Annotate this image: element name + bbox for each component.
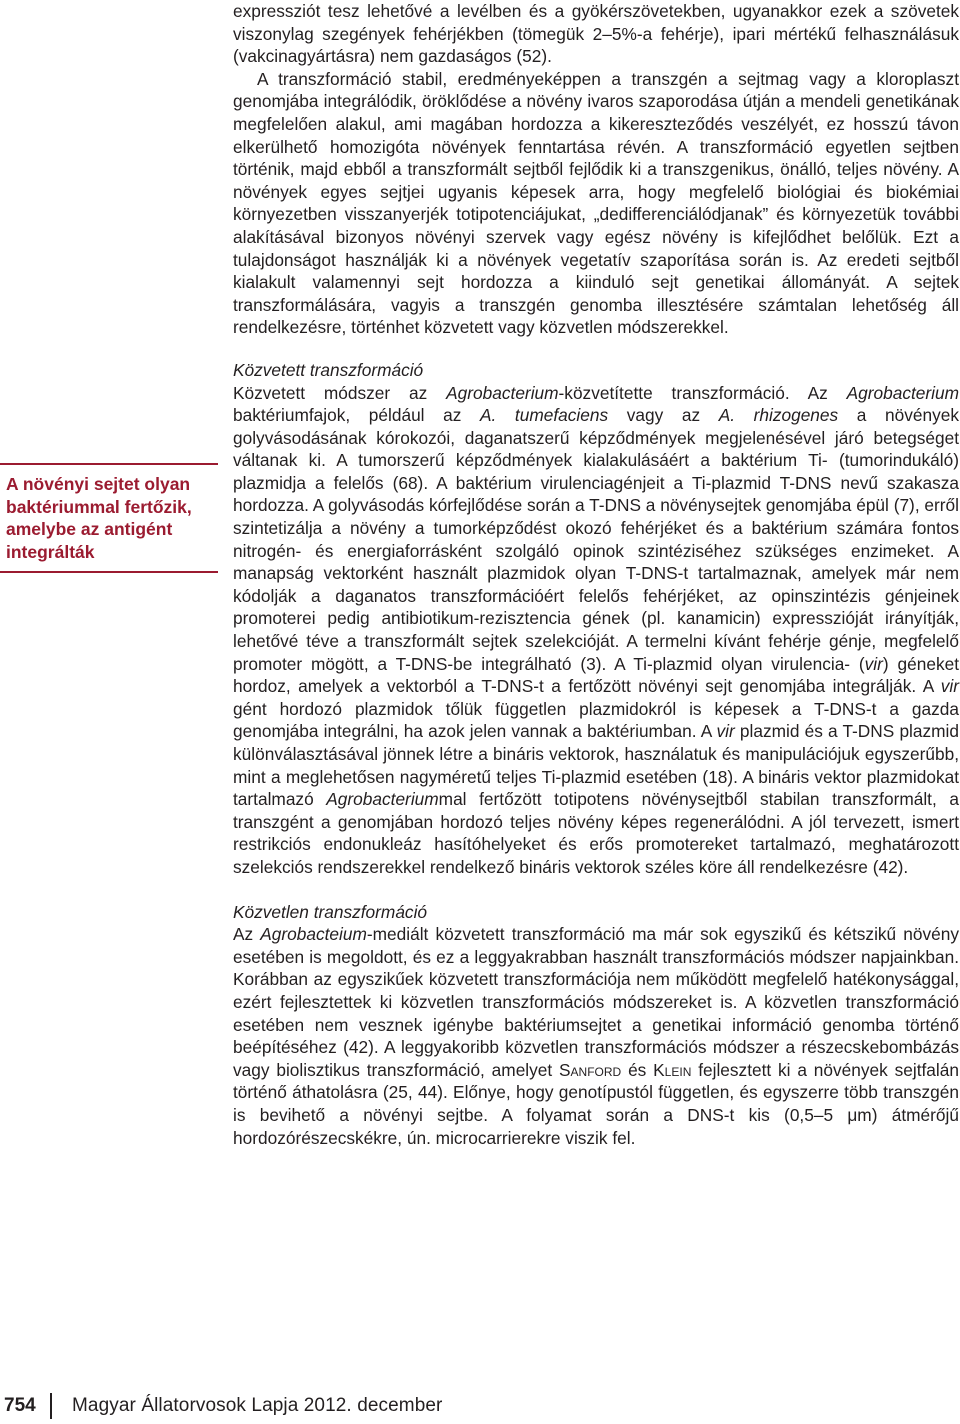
text-run: gént hordozó plazmidok tőlük független plazmidokról is képesek a T-DNS-t a gazda genomjába integrálni, ha azok jelen vannak a baktériumban. A	[233, 698, 959, 742]
text-run: -közvetítette transzformáció. Az	[558, 382, 847, 403]
section-heading-direct: Közvetlen transzformáció	[233, 901, 428, 922]
text-run: fejlesztett ki a növények sejtfalán történő áthatolásra (25, 44). Előnye, hogy genotípustól független, és egyszerre több transzgén is bevihető a növényi sejtbe. A folyamat során a DNS-t kis (0,5–5 μm) átmérőjű hordozórészecskékre, ún. microcarrierekre viszik fel.	[233, 1059, 959, 1148]
sidebar-callout	[0, 463, 218, 573]
journal-title: Magyar Állatorvosok Lapja 2012. december	[72, 1395, 443, 1416]
paragraph-intro-continued: expressziót tesz lehetővé a levélben és a gyökérszövetekben, ugyanakkor ezek a szövetek viszonylag szegények fehérjékben (tömegük 2–5%-a fehérje), ipari mértékű felhasználásuk (vakcinagyártásra) nem gazdaságos (52).	[233, 1, 959, 67]
text-run: baktériumfajok, például az	[233, 405, 480, 426]
section-heading-indirect: Közvetett transzformáció	[233, 359, 424, 380]
footer-divider	[50, 1393, 52, 1419]
text-run: -mediált közvetett transzformáció ma már sok egyszikű és kétszikű növény esetében is megoldott, és ez a leggyakrabban használt transzformációs módszer napjainkban. Korábban az egyszikűek közvetett transzformációja nem működött megfelelő hatékonysággal, ezért fejlesztettek ki közvetlen transzformációs módszereket is. A közvetlen transzformáció esetében nem vesznek igénybe baktériumsejtet a genetikai információ genomba történő beépítéséhez (42). A leggyakoribb közvetlen transzformációs módszer a részecskebombázás vagy biolisztikus transzformáció, amelyet	[233, 924, 959, 1080]
text-run: ) géneket hordoz, amelyek a vektorból a T-DNS-t a fertőzött növényi sejt genomjába integrálják. A	[233, 653, 959, 697]
paragraph-indirect-transformation	[233, 382, 959, 879]
author-name: Sanford	[559, 1059, 622, 1080]
author-name: Klein	[653, 1059, 692, 1080]
italic-term: Agrobacterium	[446, 382, 559, 403]
callout-bottom-rule	[0, 571, 218, 573]
italic-term: vir	[716, 721, 735, 742]
paragraph-direct-transformation	[233, 923, 959, 1149]
italic-term: Agrobacteium	[260, 924, 367, 945]
text-run: vagy az	[608, 405, 719, 426]
page-number: 754	[4, 1395, 36, 1416]
italic-term: Agrobacterium	[846, 382, 959, 403]
italic-term: vir	[864, 653, 883, 674]
text-run: a növények golyvásodásának kórokozói, daganatszerű képződmények megjelenésével járó betegséget váltanak ki. A tumorszerű képződmények kialakulásáért a baktérium Ti- (tumorindukáló) plazmidja a felelős (68). A baktérium virulenciagénjeit a Ti-plazmid T-DNS nevű szakasza hordozza. A golyvásodás kórfejlődése során a T-DNS a növénysejtek genomjába épül (7), erről szintetizálja a növény a tumorképződést okozó fehérjéket és a baktérium számára fontos nitrogén- és energiaforrásként szolgáló opinok szintéziséhez szükséges enzimeket. A manapság vektorként használt plazmidok olyan T-DNS-t tartalmaznak, amelyek már nem kódolják a daganatos transzformációért felelős fehérjéket, az opinszintézis génjeinek promoterei pedig antibiotikum-rezisztencia gének (pl. kanamicin) expresszióját irányítják, lehetővé téve a transzformált sejtek szelekcióját. A termelni kívánt fehérje génje, megfelelő promoter mögött, a T-DNS-be integrálható (3). A Ti-plazmid olyan virulencia- (	[233, 405, 959, 674]
section-indirect-transformation	[233, 359, 959, 879]
italic-term: Agrobacterium	[326, 789, 439, 810]
text-run: plazmid és a T-DNS plazmid különválasztásával jönnek létre a bináris vektorok, használatuk és manipulációjuk egyszerűbb, mint a meglehetősen nagyméretű teljes Ti-plazmid esetében (18). A bináris vektor plazmidokat tartalmazó	[233, 721, 959, 810]
paragraph-stable-transformation: A transzformáció stabil, eredményeképpen a transzgén a sejtmag vagy a kloroplaszt genomjába integrálódik, öröklődése a növény ivaros szaporodása útján a mendeli genetikának megfelelően alakul, ami magában hordozza a kikereszteződés veszélyét, ez hosszú távon elkerülhető homozigóta növények fenntartása révén. A transzformáció egyetlen sejtben történik, majd ebből a transzformált sejtből fejlődik ki a transzgenikus, önálló, teljes növény. A növények egyes sejtjei ugyanis képesek arra, hogy megfelelő biológiai és biokémiai környezetben visszanyerjék totipotenciájukat, „dedifferenciálódjanak” és környezetük további alakításával bizonyos növényi szervek vagy egész növény is kifejlődhet belőlük. Ezt a tulajdonságot használják ki a növények vegetatív szaporítása során is. Az eredeti sejtből kialakult valamennyi sejt hordozza a kiinduló sejt genetikai állományát. A sejtek transzformálására, vagyis a transzgén genomba illesztésére számtalan lehetőség áll rendelkezésre, történhet közvetett vagy közvetlen módszerekkel.	[233, 68, 959, 338]
text-run: Közvetett módszer az	[233, 382, 447, 403]
article-body	[233, 0, 959, 1149]
italic-term: vir	[940, 676, 959, 697]
italic-term: A. tumefaciens	[480, 405, 609, 426]
italic-term: A. rhizogenes	[718, 405, 839, 426]
text-run: Az	[233, 924, 261, 945]
callout-text: A növényi sejtet olyan baktériummal fertőzik, amelybe az antigént integrálták	[6, 474, 192, 562]
text-run: és	[621, 1059, 654, 1080]
section-direct-transformation	[233, 901, 959, 1150]
text-run: mal fertőzött totipotens növénysejtből stabilan transzformált, a transzgént a genomjában hordozó teljes növény képes regenerálódni. A jól tervezett, ismert restrikciós endonukleáz hasítóhelyeket és erős promotereket tartalmazó, meghatározott szelekciós rendszerekkel rendelkező bináris vektorok széles köre áll rendelkezésre (42).	[233, 789, 959, 877]
page-footer	[0, 1393, 442, 1419]
